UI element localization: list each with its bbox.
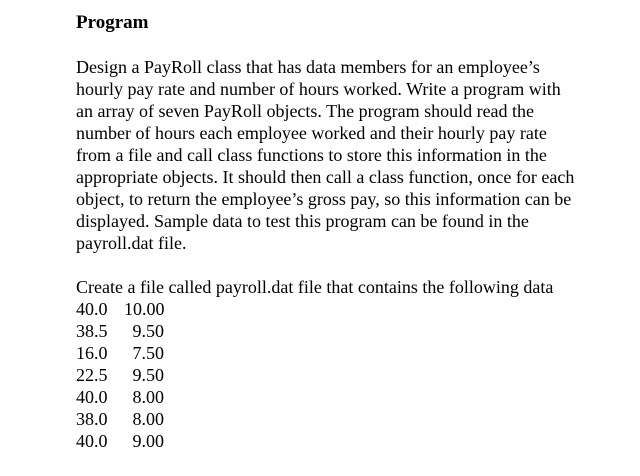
data-row	[76, 386, 576, 408]
description-paragraph: Design a PayRoll class that has data members for an employee’s hourly pay rate and number of hours worked. Write a program with an array of seven PayRoll objects. The program should read the number of hours each employee worked and their hourly pay rate from a file and call class functions to store this information in the appropriate objects. It should then call a class function, once for each object, to return the employee’s gross pay, so this information can be displayed. Sample data to test this program can be found in the payroll.dat file.	[76, 57, 575, 253]
rate-value: 8.00	[132, 387, 164, 407]
hours-value: 38.0	[76, 409, 108, 429]
hours-value: 40.0	[76, 387, 108, 407]
data-row	[76, 342, 576, 364]
payroll-data-list	[76, 298, 576, 452]
rate-value: 9.50	[132, 365, 164, 385]
rate-value: 8.00	[132, 409, 164, 429]
document-page	[76, 12, 576, 452]
rate-value: 7.50	[132, 343, 164, 363]
rate-value: 9.50	[132, 321, 164, 341]
data-row	[76, 408, 576, 430]
hours-value: 40.0	[76, 431, 108, 451]
data-row	[76, 364, 576, 386]
document-title: Program	[76, 12, 149, 33]
hours-value: 22.5	[76, 365, 108, 385]
data-row	[76, 298, 576, 320]
instruction-paragraph: Create a file called payroll.dat file that contains the following data	[76, 277, 554, 297]
hours-value: 40.0	[76, 299, 108, 319]
rate-value: 10.00	[124, 299, 165, 319]
hours-value: 38.5	[76, 321, 108, 341]
data-row	[76, 430, 576, 452]
data-row	[76, 320, 576, 342]
hours-value: 16.0	[76, 343, 108, 363]
rate-value: 9.00	[132, 431, 164, 451]
